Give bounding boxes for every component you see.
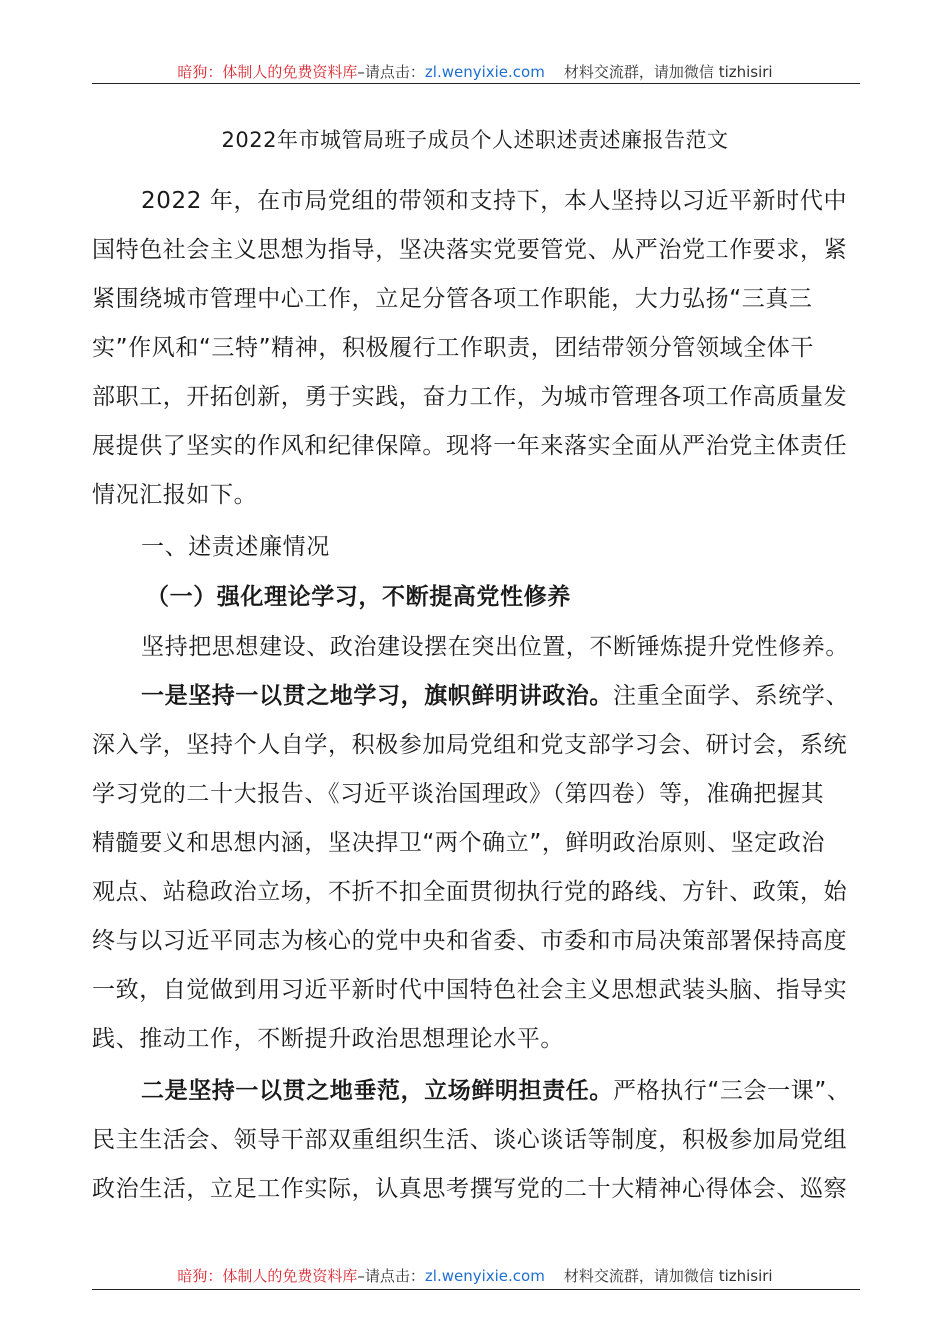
- banner-click-prompt: –请点击：: [357, 1267, 425, 1285]
- paragraph-line: 深入学，坚持个人自学，积极参加局党组和党支部学习会、研讨会，系统: [92, 732, 848, 758]
- banner-site-name: 暗狗：体制人的免费资料库: [177, 1267, 358, 1285]
- point-two-text: 严格执行“三会一课”、: [613, 1078, 851, 1104]
- paragraph-line: 展提供了坚实的作风和纪律保障。现将一年来落实全面从严治党主体责任: [92, 433, 848, 459]
- banner-contact: 材料交流群，请加微信 tizhisiri: [563, 1267, 773, 1285]
- paragraph-line: 国特色社会主义思想为指导，坚决落实党要管党、从严治党工作要求，紧: [92, 237, 848, 263]
- header-banner: [0, 62, 950, 82]
- banner-url-link[interactable]: zl.wenyixie.com: [424, 1267, 545, 1285]
- document-title: 2022年市城管局班子成员个人述职述责述廉报告范文: [221, 128, 729, 152]
- paragraph-line: 终与以习近平同志为核心的党中央和省委、市委和市局决策部署保持高度: [92, 928, 848, 954]
- banner-contact: 材料交流群，请加微信 tizhisiri: [563, 63, 773, 81]
- section-heading: 一、述责述廉情况: [141, 534, 330, 560]
- paragraph-line: [141, 1074, 850, 1108]
- paragraph-line: 紧围绕城市管理中心工作，立足分管各项工作职能，大力弘扬“三真三: [92, 286, 813, 312]
- footer-divider: [92, 1289, 860, 1290]
- banner-site-name: 暗狗：体制人的免费资料库: [177, 63, 358, 81]
- paragraph-line: 政治生活，立足工作实际，认真思考撰写党的二十大精神心得体会、巡察: [92, 1176, 848, 1202]
- paragraph-line: 学习党的二十大报告、《习近平谈治国理政》（第四卷）等，准确把握其: [92, 781, 825, 807]
- paragraph-line: 精髓要义和思想内涵，坚决捍卫“两个确立”，鲜明政治原则、坚定政治: [92, 830, 826, 856]
- banner-click-prompt: –请点击：: [357, 63, 425, 81]
- subsection-heading: （一）强化理论学习，不断提高党性修养: [146, 584, 571, 610]
- paragraph-line: 部职工，开拓创新，勇于实践，奋力工作，为城市管理各项工作高质量发: [92, 384, 848, 410]
- paragraph-line: 民主生活会、领导干部双重组织生活、谈心谈话等制度，积极参加局党组: [92, 1127, 848, 1153]
- subsection-intro: 坚持把思想建设、政治建设摆在突出位置，不断锤炼提升党性修养。: [141, 634, 849, 660]
- header-divider: [92, 83, 860, 84]
- point-one-text: 注重全面学、系统学、: [613, 683, 849, 709]
- paragraph-line: 践、推动工作，不断提升政治思想理论水平。: [92, 1026, 564, 1052]
- paragraph-line: 情况汇报如下。: [92, 482, 258, 508]
- paragraph-line: 2022 年，在市局党组的带领和支持下，本人坚持以习近平新时代中: [141, 188, 848, 214]
- paragraph-line: 一致，自觉做到用习近平新时代中国特色社会主义思想武装头脑、指导实: [92, 977, 848, 1003]
- paragraph-line: [141, 679, 849, 713]
- paragraph-line: 实”作风和“三特”精神，积极履行工作职责，团结带领分管领域全体干: [92, 335, 814, 361]
- point-two-lead: 二是坚持一以贯之地垂范，立场鲜明担责任。: [141, 1078, 613, 1104]
- footer-banner: [0, 1266, 950, 1286]
- banner-url-link[interactable]: zl.wenyixie.com: [424, 63, 545, 81]
- point-one-lead: 一是坚持一以贯之地学习，旗帜鲜明讲政治。: [141, 683, 613, 709]
- paragraph-line: 观点、站稳政治立场，不折不扣全面贯彻执行党的路线、方针、政策，始: [92, 879, 848, 905]
